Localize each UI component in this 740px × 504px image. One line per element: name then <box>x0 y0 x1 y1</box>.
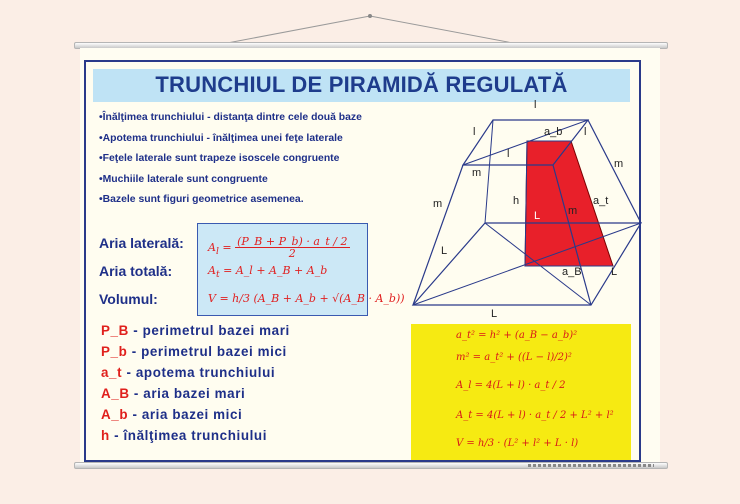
label-h: h <box>513 195 520 207</box>
frustum-diagram <box>405 100 655 322</box>
notation-legend <box>101 323 290 449</box>
total-area-square-formula: A_t = 4(L + l) · a_t / 2 + L² + l² <box>456 410 614 421</box>
total-area-label: Aria totală: <box>99 263 173 279</box>
edge-formula: m² = a_t² + ((L − l)/2)² <box>456 352 572 363</box>
legend-symbol: P_b <box>101 344 128 359</box>
label-l-left: l <box>473 126 476 138</box>
volume-square-formula: V = h/3 · (L² + l² + L · l) <box>456 438 579 449</box>
list-item: • Apotema trunchiului - înălţimea unei feţe laterale <box>99 133 362 154</box>
area-labels <box>99 235 184 319</box>
legend-symbol: A_B <box>101 386 130 401</box>
legend-symbol: P_B <box>101 323 129 338</box>
label-L-left: L <box>441 245 448 257</box>
legend-row <box>101 323 290 344</box>
label-L-bottom: L <box>491 308 498 320</box>
legend-symbol: A_b <box>101 407 129 422</box>
legend-text: - perimetrul bazei mici <box>131 344 287 359</box>
legend-text: - înălţimea trunchiului <box>114 428 268 443</box>
lateral-area-label: Aria laterală: <box>99 235 184 251</box>
lateral-area-square-formula: A_l = 4(L + l) · a_t / 2 <box>456 380 566 391</box>
label-m-inner: m <box>568 205 578 217</box>
label-aB: a_B <box>562 266 582 278</box>
page-title: TRUNCHIUL DE PIRAMIDĂ REGULATĂ <box>155 72 568 97</box>
label-m-mid: m <box>472 167 482 179</box>
total-area-formula: $A_t$ = A_l + A_B + A_b <box>208 264 328 281</box>
label-ab: a_b <box>544 126 563 138</box>
legend-row <box>101 428 290 449</box>
legend-row <box>101 386 290 407</box>
label-l-mid: l <box>507 148 510 160</box>
list-item: • Înălţimea trunchiului - distanţa dintre cele două baze <box>99 112 362 133</box>
lateral-area-formula: $A_l$ = $\frac{(P\_B + P\_b) \cdot a\_t / 2}{2}$ <box>208 235 348 260</box>
property-list <box>99 112 362 215</box>
label-l-top: l <box>534 99 537 111</box>
edge-right <box>588 120 641 223</box>
volume-formula: V = h/3 (A_B + A_b + √(A_B · A_b)) <box>208 292 405 305</box>
label-L-right: L <box>611 266 618 278</box>
legend-text: - aria bazei mici <box>132 407 243 422</box>
label-at: a_t <box>593 195 609 207</box>
edge-back <box>485 120 493 223</box>
edge-left <box>413 165 463 305</box>
legend-text: - apotema trunchiului <box>126 365 276 380</box>
legend-text: - perimetrul bazei mari <box>133 323 290 338</box>
footer-credits <box>528 464 654 467</box>
apothem-formula: a_t² = h² + (a_B − a_b)² <box>456 330 578 341</box>
legend-row <box>101 407 290 428</box>
list-item: • Bazele sunt figuri geometrice asemenea. <box>99 194 362 215</box>
legend-row <box>101 344 290 365</box>
label-L-inner: L <box>534 210 541 222</box>
legend-text: - aria bazei mari <box>133 386 246 401</box>
label-l-right: l <box>584 126 587 138</box>
label-m-right: m <box>614 158 624 170</box>
legend-row <box>101 365 290 386</box>
legend-symbol: a_t <box>101 365 123 380</box>
volume-label: Volumul: <box>99 291 158 307</box>
label-m-left: m <box>433 198 443 210</box>
legend-symbol: h <box>101 428 110 443</box>
list-item: • Muchiile laterale sunt congruente <box>99 174 362 195</box>
list-item: • Feţele laterale sunt trapeze isoscele congruente <box>99 153 362 174</box>
